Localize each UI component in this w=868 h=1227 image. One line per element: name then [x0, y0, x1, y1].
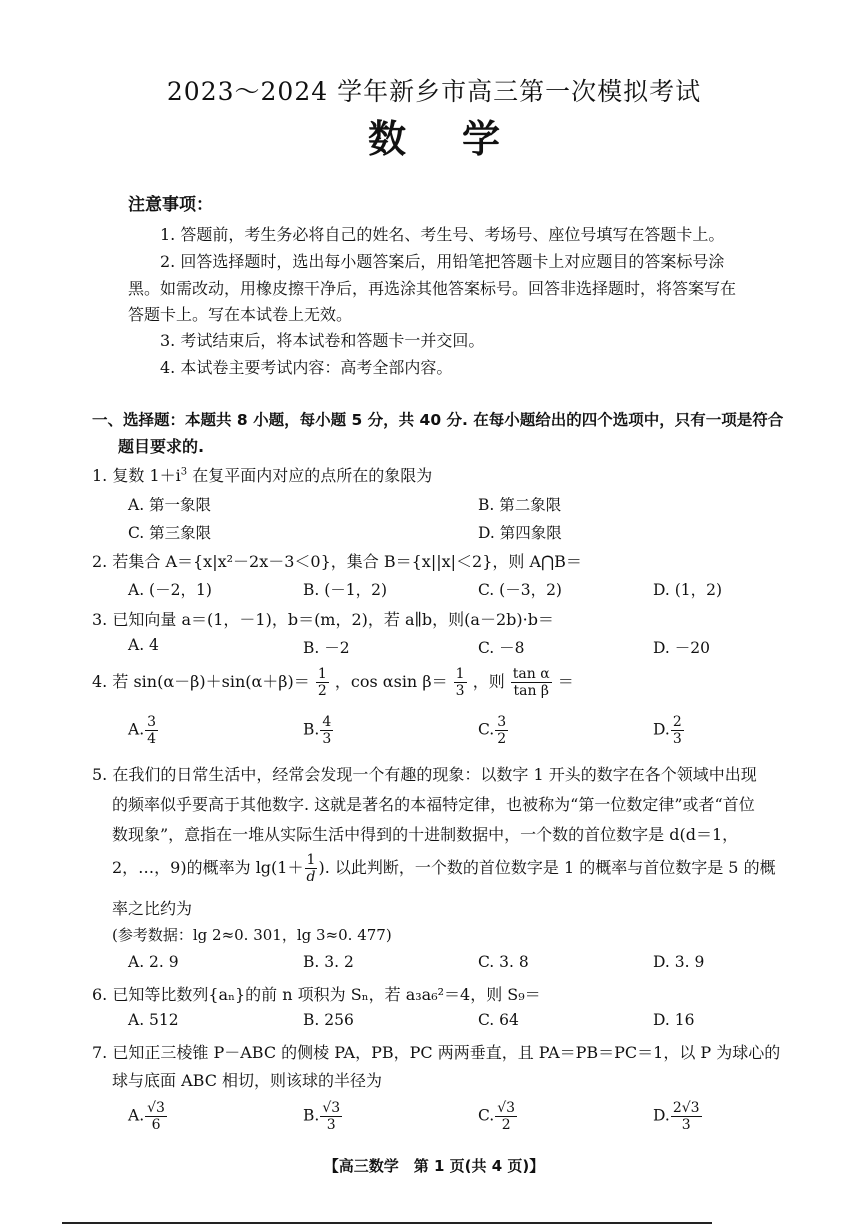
q7-option-c-fraction — [495, 1100, 517, 1133]
q7-option-d-fraction — [671, 1100, 702, 1133]
q7-option-b[interactable] — [303, 1100, 343, 1133]
q7-b-den: 3 — [326, 1117, 336, 1134]
page-footer: 【高三数学 第 1 页(共 4 页)】 — [323, 1157, 545, 1175]
q3-option-a[interactable]: A. 4 — [128, 636, 159, 654]
q4-stem-pre: 4. 若 sin(α－β)＋sin(α＋β)＝ — [92, 672, 310, 692]
q5-fraction — [304, 852, 317, 885]
q4-d-den: 3 — [672, 731, 682, 748]
section-heading-line-2: 题目要求的. — [118, 437, 205, 456]
question-6-stem: 6. 已知等比数列{aₙ}的前 n 项积为 Sₙ，若 a₃a₆²＝4，则 S₉＝ — [92, 985, 541, 1004]
q4-fraction-1 — [316, 666, 329, 699]
question-5-line-3: 数现象”，意指在一堆从实际生活中得到的十进制数据中，一个数的首位数字是 d(d＝1， — [112, 825, 739, 844]
q7-a-den: 6 — [151, 1117, 161, 1134]
q2-option-d[interactable]: D. (1，2) — [653, 581, 723, 599]
exam-title: 2023～2024 学年新乡市高三第一次模拟考试 — [166, 77, 702, 106]
q4-option-c-label: C. — [478, 720, 495, 739]
q7-d-den: 3 — [681, 1117, 691, 1134]
q4-option-d-fraction — [671, 714, 684, 747]
q4-stem-post: ＝ — [557, 672, 574, 692]
question-5-line-2: 的频率似乎要高于其他数字. 这就是著名的本福特定律，也被称为“第一位数定律”或者“首位 — [112, 795, 755, 814]
q7-option-c[interactable] — [478, 1100, 518, 1133]
q5-option-d[interactable]: D. 3. 9 — [653, 953, 705, 971]
q4-option-d-label: D. — [653, 720, 670, 739]
q6-option-b[interactable]: B. 256 — [303, 1011, 354, 1029]
q7-option-a-label: A. — [128, 1106, 145, 1125]
q4-stem-mid: ，cos αsin β＝ — [334, 672, 448, 692]
q1-option-a[interactable]: A. 第一象限 — [128, 496, 212, 514]
q3-option-b[interactable]: B. －2 — [303, 639, 350, 657]
q4-f1-numerator: 1 — [317, 666, 327, 682]
q4-option-c[interactable] — [478, 714, 509, 747]
q6-option-d[interactable]: D. 16 — [653, 1011, 695, 1029]
q1-option-c[interactable]: C. 第三象限 — [128, 524, 212, 542]
q4-fraction-3 — [511, 666, 552, 699]
q4-option-a-label: A. — [128, 720, 145, 739]
notice-line-6: 4. 本试卷主要考试内容：高考全部内容。 — [160, 358, 453, 377]
q7-option-b-label: B. — [303, 1106, 320, 1125]
q4-option-b-fraction — [320, 714, 333, 747]
q7-option-a[interactable] — [128, 1100, 168, 1133]
q2-option-b[interactable]: B. (－1，2) — [303, 581, 388, 599]
q4-stem-mid2: ，则 — [472, 672, 505, 692]
q4-option-b[interactable] — [303, 714, 334, 747]
q4-option-a-fraction — [145, 714, 158, 747]
section-heading-line-1: 一、选择题：本题共 8 小题，每小题 5 分，共 40 分. 在每小题给出的四个选项中，只有一项是符合 — [92, 411, 784, 429]
question-7-line-1: 7. 已知正三棱锥 P－ABC 的侧棱 PA，PB，PC 两两垂直，且 PA＝PB＝PC＝1，以 P 为球心的 — [92, 1043, 781, 1062]
q7-c-den: 2 — [501, 1117, 511, 1134]
q7-b-num: √3 — [322, 1100, 341, 1116]
q4-a-den: 4 — [147, 731, 157, 748]
q1-option-b[interactable]: B. 第二象限 — [478, 496, 562, 514]
q7-a-num: √3 — [147, 1100, 165, 1116]
q4-b-num: 4 — [322, 714, 332, 730]
q1-stem-post: 在复平面内对应的点所在的象限为 — [187, 466, 433, 485]
notice-line-5: 3. 考试结束后，将本试卷和答题卡一并交回。 — [160, 331, 485, 350]
q5-option-b[interactable]: B. 3. 2 — [303, 953, 354, 971]
question-5-reference: (参考数据：lg 2≈0. 301，lg 3≈0. 477) — [112, 926, 392, 944]
question-5-line-1: 5. 在我们的日常生活中，经常会发现一个有趣的现象：以数字 1 开头的数字在各个领域中出现 — [92, 765, 757, 784]
q4-c-den: 2 — [497, 731, 507, 748]
question-2-stem: 2. 若集合 A＝{x|x²－2x－3＜0}，集合 B＝{x||x|＜2}，则 A⋂B＝ — [92, 552, 582, 571]
q5-frac-num: 1 — [306, 852, 316, 868]
question-5-line-5: 率之比约为 — [112, 899, 193, 918]
q4-b-den: 3 — [322, 731, 332, 748]
q1-stem-pre: 1. 复数 1＋i — [92, 466, 181, 485]
q5-line4-pre: 2，…，9)的概率为 lg(1＋ — [112, 858, 304, 878]
q4-f1-denominator: 2 — [317, 683, 327, 700]
q6-option-c[interactable]: C. 64 — [478, 1011, 519, 1029]
q5-frac-den: d — [306, 869, 316, 886]
q4-option-b-label: B. — [303, 720, 320, 739]
q7-option-b-fraction — [320, 1100, 342, 1133]
q7-c-num: √3 — [497, 1100, 516, 1116]
q6-option-a[interactable]: A. 512 — [128, 1011, 179, 1029]
q7-option-d-label: D. — [653, 1106, 670, 1125]
q4-option-c-fraction — [495, 714, 508, 747]
q5-option-c[interactable]: C. 3. 8 — [478, 953, 529, 971]
q4-option-d[interactable] — [653, 714, 685, 747]
question-5-line-4 — [112, 852, 776, 885]
notice-line-1: 1. 答题前，考生务必将自己的姓名、考生号、考场号、座位号填写在答题卡上。 — [160, 225, 725, 244]
question-1-stem — [92, 463, 432, 486]
q7-option-d[interactable] — [653, 1100, 703, 1133]
q4-a-num: 3 — [147, 714, 157, 730]
q4-f2-numerator: 1 — [455, 666, 465, 682]
q4-f3-denominator: tan β — [513, 683, 550, 700]
question-4-stem — [92, 666, 574, 699]
bottom-rule — [62, 1222, 712, 1224]
notice-line-3: 黑。如需改动，用橡皮擦干净后，再选涂其他答案标号。回答非选择题时，将答案写在 — [128, 279, 737, 298]
q3-option-d[interactable]: D. －20 — [653, 639, 710, 657]
q1-stem-exponent: 3 — [180, 466, 188, 478]
q4-option-a[interactable] — [128, 714, 159, 747]
q7-option-c-label: C. — [478, 1106, 495, 1125]
q4-c-num: 3 — [497, 714, 507, 730]
notice-line-2: 2. 回答选择题时，选出每小题答案后，用铅笔把答题卡上对应题目的答案标号涂 — [160, 252, 725, 271]
q7-d-num: 2√3 — [672, 1100, 700, 1116]
q2-option-a[interactable]: A. (－2，1) — [128, 581, 212, 599]
q4-f2-denominator: 3 — [455, 683, 465, 700]
q7-option-a-fraction — [145, 1100, 167, 1133]
q4-f3-numerator: tan α — [512, 666, 550, 682]
q5-option-a[interactable]: A. 2. 9 — [128, 953, 179, 971]
subject-title: 数学 — [367, 116, 556, 161]
q1-option-d[interactable]: D. 第四象限 — [478, 524, 562, 542]
notice-heading: 注意事项： — [128, 195, 213, 215]
notice-line-4: 答题卡上。写在本试卷上无效。 — [128, 305, 353, 324]
q3-option-c[interactable]: C. －8 — [478, 639, 525, 657]
q4-fraction-2 — [454, 666, 467, 699]
q4-d-num: 2 — [672, 714, 682, 730]
question-3-stem: 3. 已知向量 a＝(1，－1)，b＝(m，2)，若 a∥b，则(a－2b)·b＝ — [92, 610, 554, 629]
q2-option-c[interactable]: C. (－3，2) — [478, 581, 562, 599]
q5-line4-post: ). 以此判断，一个数的首位数字是 1 的概率与首位数字是 5 的概 — [318, 858, 776, 878]
question-7-line-2: 球与底面 ABC 相切，则该球的半径为 — [112, 1071, 383, 1090]
